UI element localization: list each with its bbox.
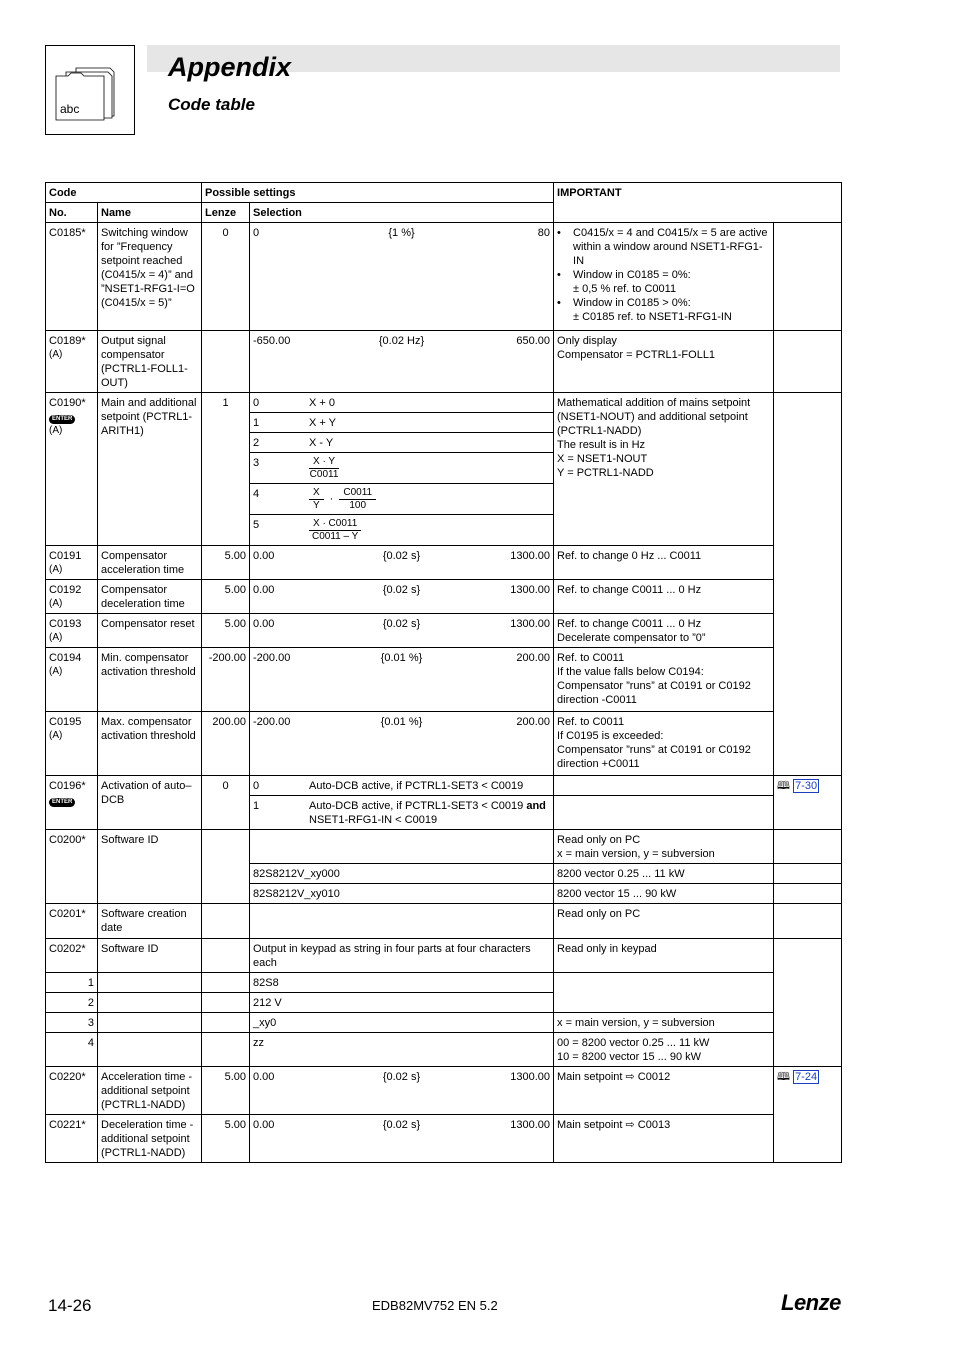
reference-cell [774, 614, 842, 648]
lenze-value: 5.00 [202, 580, 250, 614]
range-step: {0.02 s} [382, 550, 421, 562]
code-no: C0201* [46, 904, 98, 939]
part-number: 3 [46, 1013, 98, 1033]
option-number: 3 [253, 457, 260, 469]
code-cell [46, 331, 98, 393]
selection-option: Output in keypad as string in four parts at four characters each [250, 939, 554, 973]
row-c0202 [46, 939, 842, 973]
selection-option: 212 V [250, 993, 554, 1013]
lenze-value [202, 939, 250, 973]
reference-cell [774, 712, 842, 776]
lenze-value [202, 993, 250, 1013]
code-no: C0200* [46, 830, 98, 904]
range-min: -200.00 [253, 716, 291, 728]
selection-range [250, 614, 554, 648]
range-step: {0.02 s} [382, 618, 421, 630]
arrow-right-icon: ⇨ [625, 1119, 635, 1131]
lenze-value: 200.00 [202, 712, 250, 776]
note-line: x = main version, y = subversion [557, 848, 715, 860]
selection-range [250, 648, 554, 712]
enter-key-icon: ENTER [49, 415, 75, 424]
selection-option [250, 796, 554, 830]
note-text: Main setpoint [557, 1119, 623, 1131]
selection-option [250, 393, 554, 413]
code-name: Main and additional setpoint (PCTRL1-ARITH1) [98, 393, 202, 546]
arrow-right-icon: ⇨ [625, 1071, 635, 1083]
lenze-value [202, 830, 250, 904]
reference-cell [774, 864, 842, 884]
lenze-logo: Lenze [781, 1290, 841, 1315]
reference-cell [774, 393, 842, 546]
code-name: Max. compensator activation threshold [98, 712, 202, 776]
code-no: C0193 [49, 618, 82, 630]
formula-numerator: X · C0011 [309, 518, 361, 531]
row-c0221 [46, 1115, 842, 1163]
selection-range [250, 331, 554, 393]
reference-cell [774, 580, 842, 614]
row-c0193 [46, 614, 842, 648]
row-c0220 [46, 1067, 842, 1115]
header-code: Code [46, 183, 202, 203]
important-note [554, 1115, 774, 1163]
code-no: C0194 [49, 652, 82, 664]
important-note [554, 973, 774, 1013]
option-text: X - Y [309, 437, 334, 449]
selection-option [250, 453, 554, 484]
lenze-value [202, 904, 250, 939]
range-step: {0.02 s} [382, 584, 421, 596]
important-note: Read only in keypad [554, 939, 774, 973]
important-note: x = main version, y = subversion [554, 1013, 774, 1033]
selection-option [250, 515, 554, 546]
lenze-value: 5.00 [202, 1067, 250, 1115]
reference-cell [774, 223, 842, 331]
document-id: EDB82MV752 EN 5.2 [372, 1298, 498, 1313]
range-step: {0.02 s} [382, 1119, 421, 1131]
range-min: 0.00 [253, 1119, 275, 1131]
note-line: Y = PCTRL1-NADD [557, 467, 654, 479]
range-min: -650.00 [253, 335, 291, 347]
code-no: C0191 [49, 550, 82, 562]
part-name [98, 1033, 202, 1067]
formula-numerator: C0011 [339, 487, 376, 500]
selection-range [250, 223, 554, 331]
formula-denominator: 100 [349, 500, 367, 511]
code-name: Switching window for ”Frequency setpoint reached (C0415/x = 4)” and ”NSET1-RFG1-I=O (C0415/x = 5)” [98, 223, 202, 331]
note-line: Decelerate compensator to ”0” [557, 632, 706, 644]
row-c0202-part4 [46, 1033, 842, 1067]
row-c0185 [46, 223, 842, 331]
selection-option: 82S8 [250, 973, 554, 993]
code-name: Compensator acceleration time [98, 546, 202, 580]
important-note [554, 331, 774, 393]
note-line: If C0195 is exceeded: [557, 730, 664, 742]
code-tag: (A) [49, 632, 63, 643]
code-name: Software ID [98, 939, 202, 973]
lenze-value: 0 [202, 776, 250, 830]
book-icon: 🕮 [777, 1071, 790, 1083]
formula-denominator: C0011 – Y [311, 531, 359, 542]
header-important: IMPORTANT [554, 183, 842, 223]
important-note [554, 1033, 774, 1067]
formula-numerator: X [309, 487, 324, 500]
option-number: 0 [253, 397, 260, 409]
option-number: 4 [253, 488, 260, 500]
code-tag: (A) [49, 425, 63, 436]
note-line: 00 = 8200 vector 0.25 ... 11 kW [557, 1037, 710, 1049]
code-no: C0192 [49, 584, 82, 596]
code-table [45, 182, 842, 1163]
row-c0191 [46, 546, 842, 580]
reference-cell [774, 830, 842, 864]
page-subtitle: Code table [168, 95, 255, 114]
lenze-value: 1 [202, 393, 250, 546]
bullet-item: Window in C0185 > 0%: [573, 297, 691, 309]
note-line: If the value falls below C0194: [557, 666, 704, 678]
header-selection: Selection [250, 203, 554, 223]
formula-numerator: X · Y [309, 456, 339, 469]
part-number: 1 [46, 973, 98, 993]
range-max: 200.00 [516, 652, 551, 664]
book-icon: 🕮 [777, 780, 790, 792]
code-no: C0202* [46, 939, 98, 973]
range-max: 650.00 [516, 335, 551, 347]
code-no: C0221* [46, 1115, 98, 1163]
part-name [98, 1013, 202, 1033]
important-note: Ref. to change C0011 ... 0 Hz [554, 580, 774, 614]
important-note [554, 614, 774, 648]
range-max: 1300.00 [510, 550, 551, 562]
note-line: Compensator = PCTRL1-FOLL1 [557, 349, 716, 361]
selection-range [250, 712, 554, 776]
reference-cell [774, 776, 842, 830]
row-c0200 [46, 830, 842, 864]
folder-icon-box [45, 45, 135, 135]
range-max: 1300.00 [510, 618, 551, 630]
selection-option: 82S8212V_xy000 [250, 864, 554, 884]
bullet-item: Window in C0185 = 0%: [573, 269, 691, 281]
code-cell [46, 648, 98, 712]
code-name: Software creation date [98, 904, 202, 939]
row-c0189 [46, 331, 842, 393]
row-c0201 [46, 904, 842, 939]
part-name [98, 973, 202, 993]
code-name: Min. compensator activation threshold [98, 648, 202, 712]
page-reference-link[interactable] [777, 1070, 819, 1084]
selection-range [250, 1115, 554, 1163]
reference-cell [774, 1067, 842, 1163]
range-min: -200.00 [253, 652, 291, 664]
range-step: {0.01 %} [380, 652, 423, 664]
code-tag: (A) [49, 564, 63, 575]
enter-key-icon: ENTER [49, 798, 75, 807]
important-note [554, 393, 774, 546]
lenze-value: 5.00 [202, 614, 250, 648]
lenze-value [202, 1013, 250, 1033]
lenze-value [202, 973, 250, 993]
selection-range [250, 546, 554, 580]
option-number: 1 [253, 800, 260, 812]
range-max: 80 [537, 227, 551, 239]
row-c0194 [46, 648, 842, 712]
row-c0190 [46, 393, 842, 413]
option-text: Auto-DCB active, if PCTRL1-SET3 < C0019 [309, 780, 524, 792]
formula [309, 487, 324, 512]
formula-denominator: Y [313, 500, 320, 511]
row-c0192 [46, 580, 842, 614]
important-note: Read only on PC [554, 904, 774, 939]
bullet-item: C0415/x = 4 and C0415/x = 5 are active within a window around NSET1-RFG1-IN [573, 227, 768, 267]
selection-range [250, 1067, 554, 1115]
note-line: Compensator ”runs” at C0191 or C0192 direction +C0011 [557, 744, 751, 770]
important-note: 8200 vector 15 ... 90 kW [554, 884, 774, 904]
header-row-1 [46, 183, 842, 203]
reference-cell [774, 546, 842, 580]
code-no: C0220* [46, 1067, 98, 1115]
row-c0202-part1 [46, 973, 842, 993]
reference-cell [774, 648, 842, 712]
option-text: X + 0 [309, 397, 335, 409]
range-min: 0.00 [253, 1071, 275, 1083]
selection-option: zz [250, 1033, 554, 1067]
page-title: Appendix [168, 52, 292, 82]
important-note [554, 796, 774, 830]
lenze-value: 5.00 [202, 1115, 250, 1163]
important-note [554, 1067, 774, 1115]
selection-option [250, 776, 554, 796]
selection-option [250, 413, 554, 433]
reference-cell [774, 331, 842, 393]
code-no: C0189* [49, 335, 86, 347]
note-line: Mathematical addition of mains setpoint (NSET1-NOUT) and additional setpoint (PCTRL1-NADD) [557, 397, 751, 437]
bullet-subitem: ± 0,5 % ref. to C0011 [573, 283, 677, 295]
code-tag: (A) [49, 598, 63, 609]
header-no: No. [46, 203, 98, 223]
lenze-value: -200.00 [202, 648, 250, 712]
note-line: Compensator ”runs” at C0191 or C0192 direction -C0011 [557, 680, 751, 706]
reference-cell [774, 884, 842, 904]
range-step: {0.01 %} [380, 716, 423, 728]
row-c0195 [46, 712, 842, 776]
row-c0202-part3 [46, 1013, 842, 1033]
code-tag: (A) [49, 666, 63, 677]
selection-option: 82S8212V_xy010 [250, 884, 554, 904]
option-number: 1 [253, 417, 260, 429]
note-line: Ref. to C0011 [557, 716, 625, 728]
code-name: Compensator deceleration time [98, 580, 202, 614]
important-note: Ref. to change 0 Hz ... C0011 [554, 546, 774, 580]
important-note: • C0415/x = 4 and C0415/x = 5 are active within a window around NSET1-RFG1-IN • Window in C0185 = 0%: ± 0,5 % ref. to C0011 • Window in C0185 > 0%: ± C0185 ref. to NSET1-RFG1-IN [554, 223, 774, 331]
code-cell [46, 393, 98, 546]
icon-label: abc [60, 102, 80, 116]
code-name: Acceleration time - additional setpoint (PCTRL1-NADD) [98, 1067, 202, 1115]
option-number: 0 [253, 780, 260, 792]
option-number: 5 [253, 519, 260, 531]
reference-cell [774, 939, 842, 1067]
note-line: Ref. to C0011 [557, 652, 625, 664]
reference-page[interactable]: 7-24 [795, 1071, 818, 1083]
code-name: Software ID [98, 830, 202, 904]
formula [309, 456, 339, 481]
option-number: 2 [253, 437, 260, 449]
part-name [98, 993, 202, 1013]
note-text: C0012 [637, 1071, 671, 1083]
note-line: Ref. to change C0011 ... 0 Hz [557, 618, 702, 630]
lenze-value: 5.00 [202, 546, 250, 580]
code-cell [46, 776, 98, 830]
note-line: The result is in Hz [557, 439, 646, 451]
note-line: Read only on PC [557, 834, 641, 846]
code-no: C0185* [46, 223, 98, 331]
formula [339, 487, 376, 512]
code-cell [46, 712, 98, 776]
header-name: Name [98, 203, 202, 223]
range-max: 1300.00 [510, 1071, 551, 1083]
important-note: 8200 vector 0.25 ... 11 kW [554, 864, 774, 884]
note-text: Main setpoint [557, 1071, 623, 1083]
header-lenze: Lenze [202, 203, 250, 223]
code-name: Deceleration time - additional setpoint (PCTRL1-NADD) [98, 1115, 202, 1163]
code-no: C0195 [49, 716, 82, 728]
range-step: {0.02 s} [382, 1071, 421, 1083]
code-tag: (A) [49, 730, 63, 741]
reference-page[interactable]: 7-30 [795, 780, 818, 792]
reference-cell [774, 904, 842, 939]
range-max: 1300.00 [510, 584, 551, 596]
range-min: 0.00 [253, 584, 275, 596]
important-note [554, 648, 774, 712]
range-step: {0.02 Hz} [378, 335, 425, 347]
code-cell [46, 580, 98, 614]
option-text: Auto-DCB active, if PCTRL1-SET3 < C0019 [309, 800, 527, 812]
header-possible-settings: Possible settings [202, 183, 554, 203]
important-note [554, 776, 774, 796]
page-number: 14-26 [48, 1296, 92, 1315]
option-text-bold: and [526, 800, 546, 812]
range-min: 0 [253, 227, 260, 239]
selection-option [250, 830, 554, 864]
important-note [554, 830, 774, 864]
row-c0196 [46, 776, 842, 796]
part-number: 4 [46, 1033, 98, 1067]
note-line: Only display [557, 335, 617, 347]
selection-option: 4 $\frac{X}{Y}$ · $\frac{C0011}{100}$ [250, 484, 554, 515]
lenze-value: 0 [202, 223, 250, 331]
selection-option [250, 433, 554, 453]
part-number: 2 [46, 993, 98, 1013]
formula-denominator: C0011 [309, 469, 339, 480]
code-cell [46, 614, 98, 648]
note-text: C0013 [637, 1119, 671, 1131]
folder-icon [46, 46, 134, 134]
option-text: X + Y [309, 417, 337, 429]
bullet-subitem: ± C0185 ref. to NSET1-RFG1-IN [573, 311, 732, 323]
important-note [554, 712, 774, 776]
formula [309, 518, 361, 543]
selection-option: _xy0 [250, 1013, 554, 1033]
range-step: {1 %} [388, 227, 415, 239]
selection-option [250, 904, 554, 939]
code-no: C0196* [49, 780, 86, 792]
lenze-value [202, 331, 250, 393]
range-max: 1300.00 [510, 1119, 551, 1131]
code-no: C0190* [49, 397, 86, 409]
range-min: 0.00 [253, 618, 275, 630]
code-name: Activation of auto–DCB [98, 776, 202, 830]
page-reference-link[interactable] [777, 779, 819, 793]
code-name: Output signal compensator (PCTRL1-FOLL1-OUT) [98, 331, 202, 393]
code-name: Compensator reset [98, 614, 202, 648]
lenze-value [202, 1033, 250, 1067]
note-line: 10 = 8200 vector 15 ... 90 kW [557, 1051, 702, 1063]
option-text: NSET1-RFG1-IN < C0019 [309, 814, 438, 826]
code-tag: (A) [49, 349, 63, 360]
selection-range [250, 580, 554, 614]
code-cell [46, 546, 98, 580]
range-max: 200.00 [516, 716, 551, 728]
note-line: X = NSET1-NOUT [557, 453, 648, 465]
range-min: 0.00 [253, 550, 275, 562]
